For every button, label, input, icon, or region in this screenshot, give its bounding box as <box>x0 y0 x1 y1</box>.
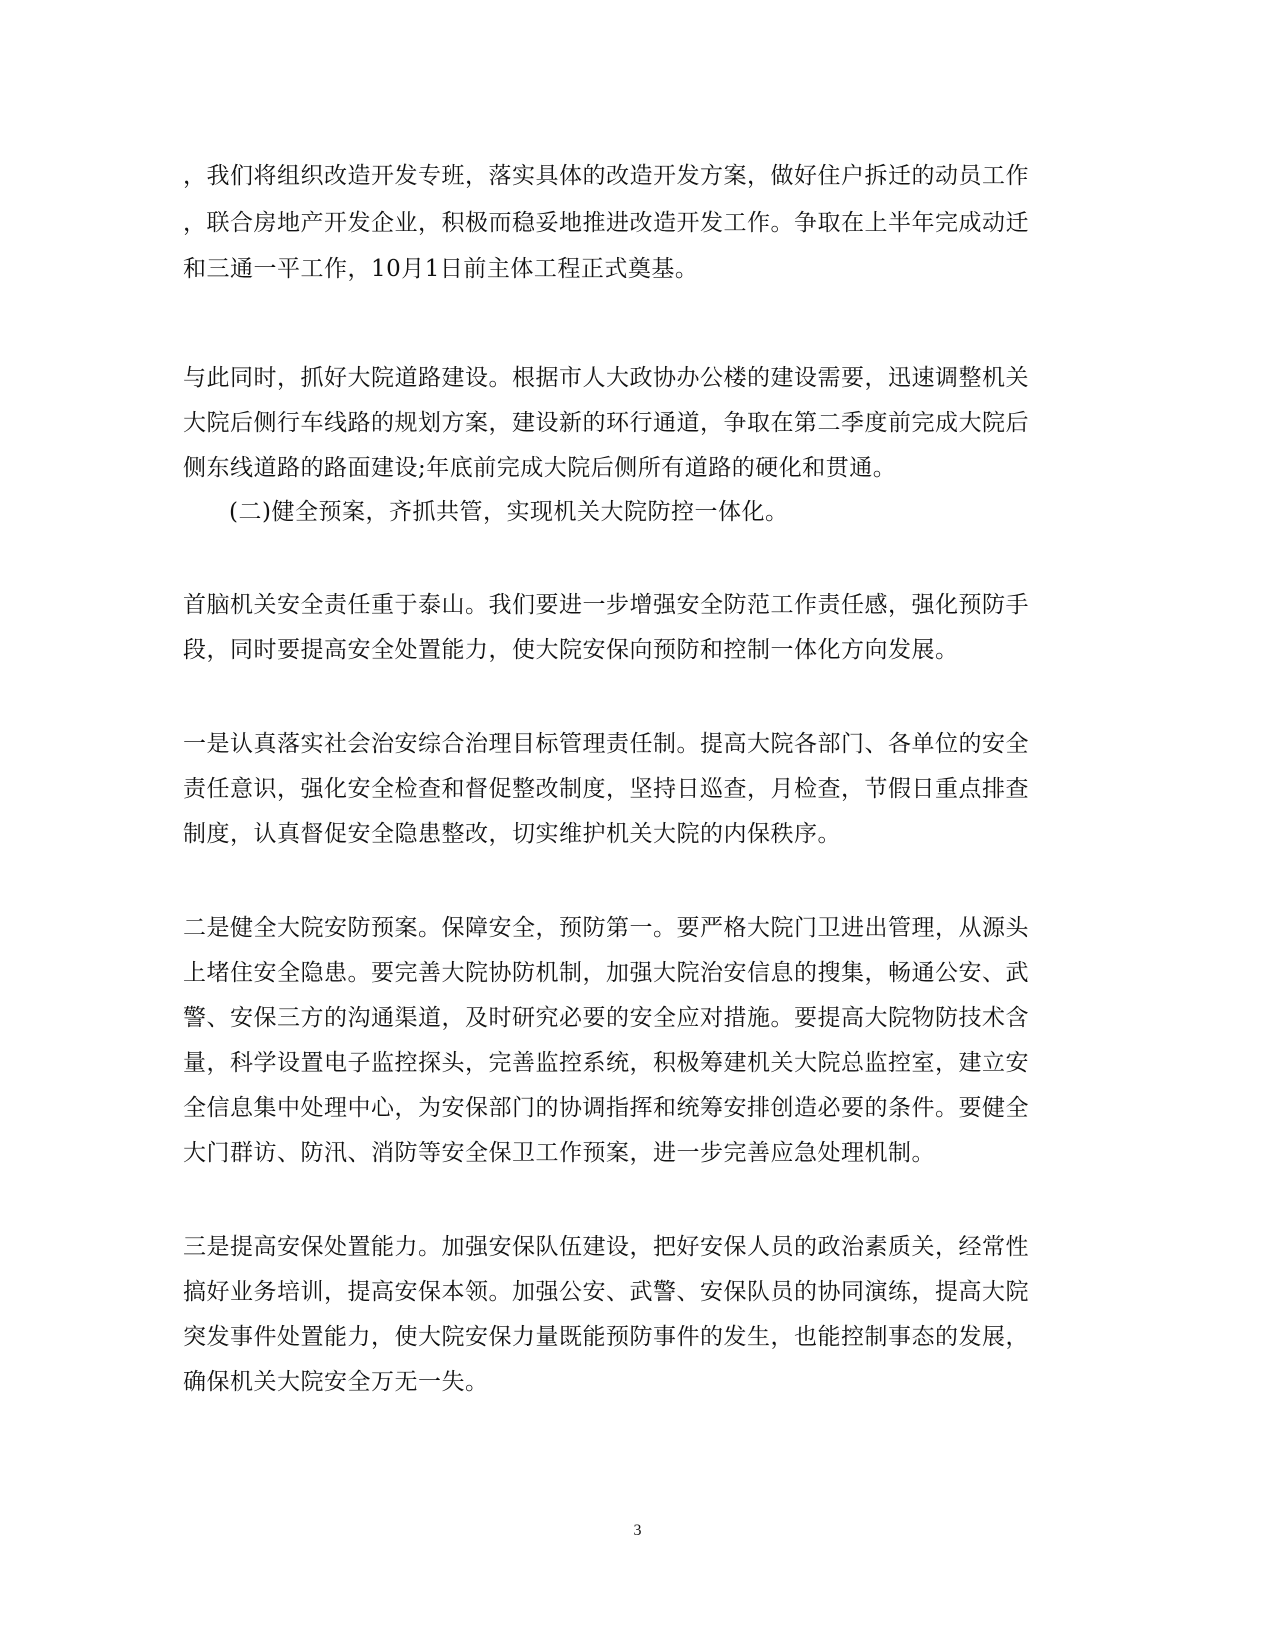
text-line: 上堵住安全隐患。要完善大院协防机制，加强大院治安信息的搜集，畅通公安、武 <box>183 960 1029 986</box>
text-line: 制度，认真督促安全隐患整改，切实维护机关大院的内保秩序。 <box>183 821 841 847</box>
text-line: 和三通一平工作，10月1日前主体工程正式奠基。 <box>183 256 699 282</box>
text-line: 侧东线道路的路面建设;年底前完成大院后侧所有道路的硬化和贯通。 <box>183 455 897 481</box>
text-line: 三是提高安保处置能力。加强安保队伍建设，把好安保人员的政治素质关，经常性 <box>183 1234 1029 1260</box>
text-line: 搞好业务培训，提高安保本领。加强公安、武警、安保队员的协同演练，提高大院 <box>183 1279 1029 1305</box>
text-line: 首脑机关安全责任重于泰山。我们要进一步增强安全防范工作责任感，强化预防手 <box>183 592 1029 618</box>
text-line: ，联合房地产开发企业，积极而稳妥地推进改造开发工作。争取在上半年完成动迁 <box>183 210 1029 236</box>
text-line: 警、安保三方的沟通渠道，及时研究必要的安全应对措施。要提高大院物防技术含 <box>183 1005 1029 1031</box>
text-line: 确保机关大院安全万无一失。 <box>183 1369 489 1395</box>
text-line: 量，科学设置电子监控探头，完善监控系统，积极筹建机关大院总监控室，建立安 <box>183 1050 1029 1076</box>
text-line: 突发事件处置能力，使大院安保力量既能预防事件的发生，也能控制事态的发展， <box>183 1324 1029 1350</box>
text-line: 大门群访、防汛、消防等安全保卫工作预案，进一步完善应急处理机制。 <box>183 1140 935 1166</box>
section-heading: (二)健全预案，齐抓共管，实现机关大院防控一体化。 <box>229 499 789 525</box>
text-line: 全信息集中处理中心，为安保部门的协调指挥和统筹安排创造必要的条件。要健全 <box>183 1095 1029 1121</box>
page-number: 3 <box>633 1522 642 1539</box>
text-line: 二是健全大院安防预案。保障安全，预防第一。要严格大院门卫进出管理，从源头 <box>183 915 1029 941</box>
text-line: 一是认真落实社会治安综合治理目标管理责任制。提高大院各部门、各单位的安全 <box>183 731 1029 757</box>
text-line: 大院后侧行车线路的规划方案，建设新的环行通道，争取在第二季度前完成大院后 <box>183 410 1029 436</box>
text-line: 段，同时要提高安全处置能力，使大院安保向预防和控制一体化方向发展。 <box>183 637 959 663</box>
text-line: 与此同时，抓好大院道路建设。根据市人大政协办公楼的建设需要，迅速调整机关 <box>183 365 1029 391</box>
text-line: ，我们将组织改造开发专班，落实具体的改造开发方案，做好住户拆迁的动员工作 <box>183 163 1029 189</box>
text-line: 责任意识，强化安全检查和督促整改制度，坚持日巡查，月检查，节假日重点排查 <box>183 776 1029 802</box>
